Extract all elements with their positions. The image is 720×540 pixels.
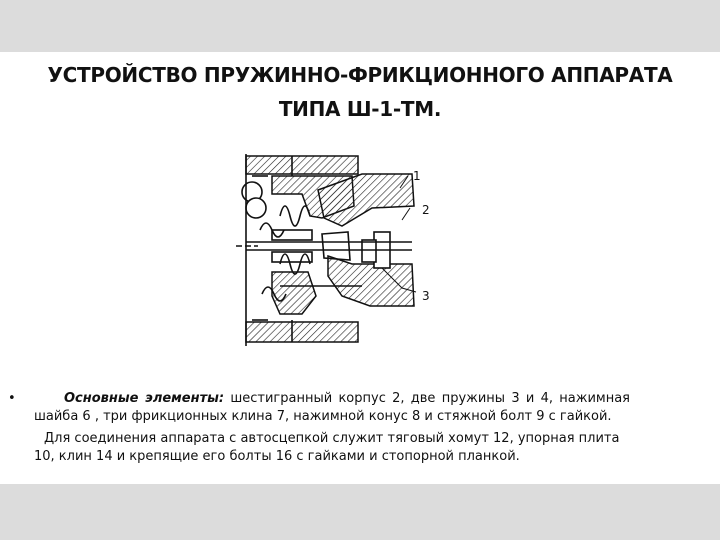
title-line-2: ТИПА Ш-1-ТМ. xyxy=(278,97,442,121)
callout-2: 2 xyxy=(422,203,430,217)
slide xyxy=(0,52,720,484)
bullet-marker: • xyxy=(8,391,16,406)
callout-3: 3 xyxy=(422,289,430,303)
main-elements-label: Основные элементы: xyxy=(64,391,225,406)
technical-drawing-svg xyxy=(232,146,442,360)
main-elements-text: шестигранный корпус 2, две пружины 3 и 4, нажимная шайба 6 , три фрикционных клина 7, нажимной конус 8 и стяжной болт 9 с гайкой. xyxy=(34,391,630,424)
description xyxy=(8,390,630,466)
title-line-1: УСТРОЙСТВО ПРУЖИННО-ФРИКЦИОННОГО АППАРАТА xyxy=(47,63,673,87)
callout-1: 1 xyxy=(413,169,421,183)
paragraph-main-elements xyxy=(34,390,630,426)
slide-title xyxy=(20,58,700,126)
apparatus-drawing xyxy=(232,146,442,360)
paragraph-connection: Для соединения аппарата с автосцепкой служит тяговый хомут 12, упорная плита 10, клин 14 и крепящие его болты 16 с гайками и стопорной планкой. xyxy=(34,431,620,464)
